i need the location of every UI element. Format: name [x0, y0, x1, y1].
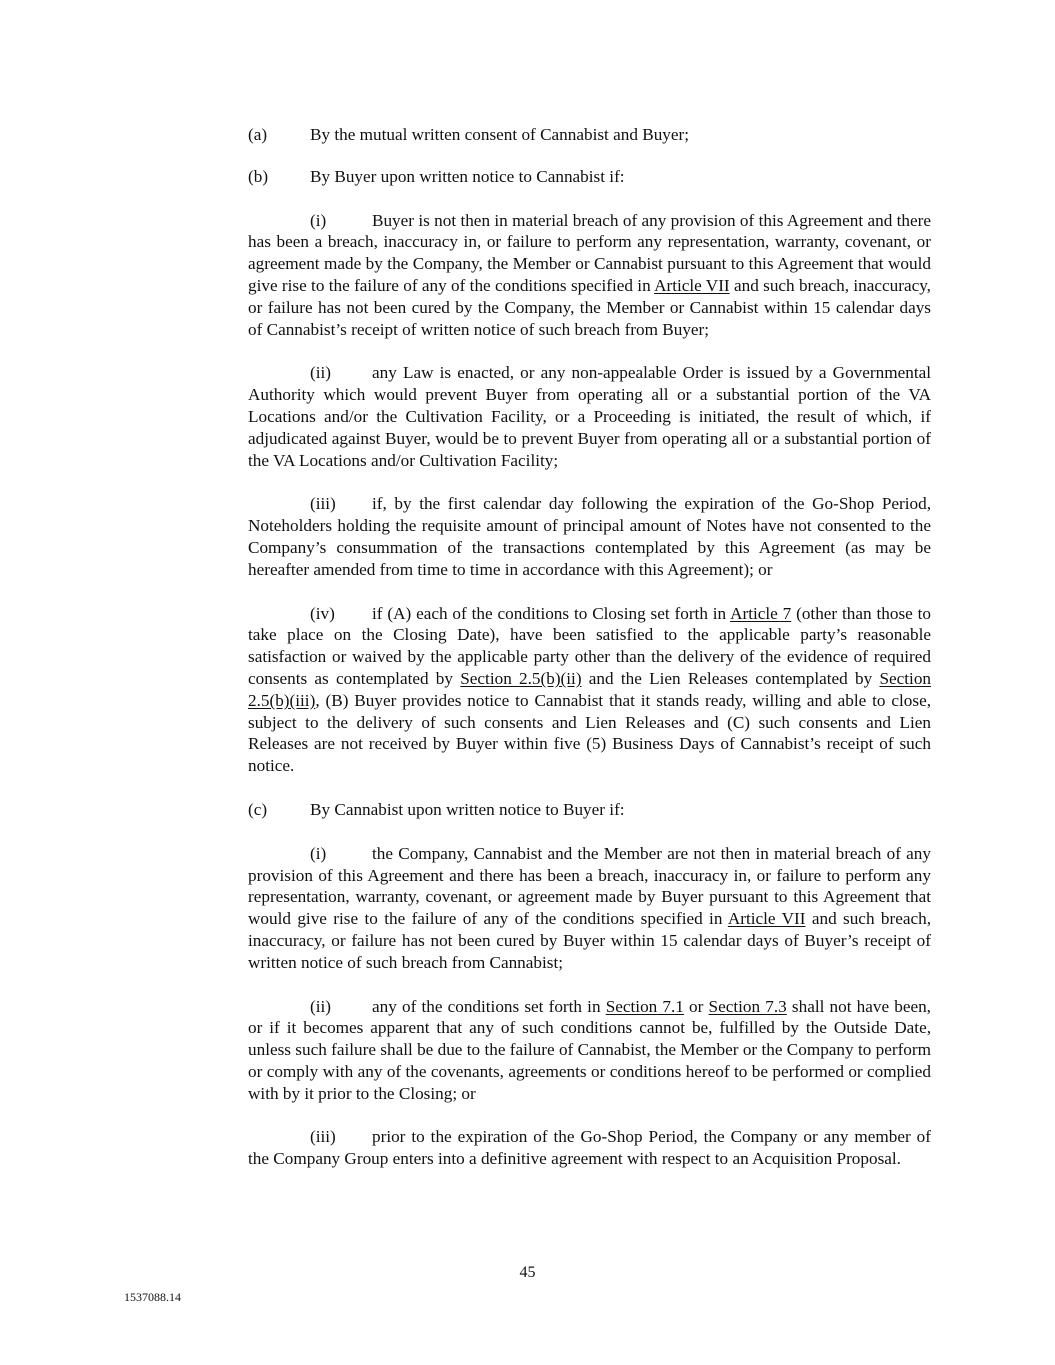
- clause-c-text: By Cannabist upon written notice to Buyer if:: [310, 799, 625, 819]
- clause-b-iii-label: (iii): [310, 494, 336, 514]
- clause-c-ii-text-1: any of the conditions set forth in: [372, 996, 606, 1016]
- clause-c: [248, 799, 931, 821]
- clause-b-iv-text-3: and the Lien Releases contemplated by: [581, 668, 880, 688]
- article-vii-link[interactable]: Article VII: [654, 275, 730, 295]
- clause-b-iv-text-2: (other than those to take place on the Closing Date), have been satisfied to the applicable party’s reasonable satisfaction or waived by the applicable party other than the delivery of the evidence of required consents as contemplated by: [248, 603, 931, 688]
- clause-c-ii-text-2: or: [683, 996, 709, 1016]
- page-number: 45: [519, 1264, 536, 1281]
- document-id: 1537088.14: [124, 1290, 181, 1304]
- clause-c-iii-text: prior to the expiration of the Go-Shop Period, the Company or any member of the Company Group enters into a definitive agreement with respect to an Acquisition Proposal.: [248, 1127, 931, 1169]
- clause-b: [248, 166, 931, 188]
- clause-b-i-text-1: Buyer is not then in material breach of any provision of this Agreement and there has been a breach, inaccuracy in, or failure to perform any representation, warranty, covenant, or agreement made by the Company, the Member or Cannabist pursuant to this Agreement that would give rise to the failure of any of the conditions specified in: [248, 210, 931, 295]
- clause-b-ii-label: (ii): [310, 363, 331, 383]
- section-2-5-b-iii-link[interactable]: Section 2.5(b)(iii): [248, 668, 932, 710]
- clause-b-ii-text: any Law is enacted, or any non-appealable Order is issued by a Governmental Authority which would prevent Buyer from operating all or a substantial portion of the VA Locations and/or the Cultivation Facility, or a Proceeding is initiated, the result of which, if adjudicated against Buyer, would be to prevent Buyer from operating all or a substantial portion of the VA Locations and/or Cultivation Facility;: [248, 363, 931, 470]
- clause-c-i: [248, 843, 931, 974]
- clause-b-text: By Buyer upon written notice to Cannabist if:: [310, 166, 625, 186]
- article-vii-link[interactable]: Article VII: [727, 909, 806, 929]
- article-7-link[interactable]: Article 7: [730, 603, 792, 623]
- clause-b-ii: [248, 362, 931, 471]
- clause-c-i-label: (i): [310, 843, 327, 863]
- clause-b-iii: [248, 493, 931, 580]
- clause-c-i-text-2: and such breach, inaccuracy, or failure has not been cured by Buyer within 15 calendar days of Buyer’s receipt of written notice of such breach from Cannabist;: [248, 909, 931, 972]
- clause-b-i: [248, 210, 931, 341]
- section-7-3-link[interactable]: Section 7.3: [708, 996, 787, 1016]
- clause-b-iv: [248, 603, 931, 777]
- section-7-1-link[interactable]: Section 7.1: [605, 996, 684, 1016]
- clause-c-ii-label: (ii): [310, 996, 331, 1016]
- clause-c-label: (c): [248, 799, 268, 819]
- document-body: [248, 124, 931, 1192]
- clause-b-iii-text: if, by the first calendar day following the expiration of the Go-Shop Period, Noteholders holding the requisite amount of principal amount of Notes have not consented to the Company’s consummation of the transactions contemplated by this Agreement (as may be hereafter amended from time to time in accordance with this Agreement); or: [248, 494, 931, 579]
- clause-b-iv-text-1: if (A) each of the conditions to Closing set forth in: [372, 603, 731, 623]
- clause-c-ii: [248, 996, 931, 1105]
- clause-a-label: (a): [248, 125, 268, 144]
- clause-b-i-text-2: and such breach, inaccuracy, or failure has not been cured by the Company, the Member or Cannabist within 15 calendar days of Cannabist’s receipt of written notice of such breach from Buyer;: [248, 275, 931, 339]
- clause-a: [248, 124, 931, 146]
- clause-c-ii-text-3: shall not have been, or if it becomes apparent that any of such conditions cannot be, fulfilled by the Outside Date, unless such failure shall be due to the failure of Cannabist, the Member or the Company to perform or comply with any of the covenants, agreements or conditions hereof to be performed or complied with by it prior to the Closing; or: [248, 996, 931, 1103]
- clause-c-iii: [248, 1126, 931, 1170]
- clause-c-iii-label: (iii): [310, 1127, 336, 1147]
- clause-c-i-text-1: the Company, Cannabist and the Member are not then in material breach of any provision of this Agreement and there has been a breach, inaccuracy in, or failure to perform any representation, warranty, covenant, or agreement made by Buyer pursuant to this Agreement that would give rise to the failure of any of the conditions specified in: [248, 843, 931, 929]
- clause-b-label: (b): [248, 166, 269, 186]
- clause-b-i-label: (i): [310, 210, 327, 230]
- section-2-5-b-ii-link[interactable]: Section 2.5(b)(ii): [460, 668, 582, 688]
- clause-b-iv-text-4: , (B) Buyer provides notice to Cannabist that it stands ready, willing and able to close, subject to the delivery of such consents and Lien Releases and (C) such consents and Lien Releases are not received by Buyer within five (5) Business Days of Cannabist’s receipt of such notice.: [248, 690, 931, 776]
- clause-b-iv-label: (iv): [310, 603, 335, 623]
- clause-a-text: By the mutual written consent of Cannabist and Buyer;: [310, 125, 690, 144]
